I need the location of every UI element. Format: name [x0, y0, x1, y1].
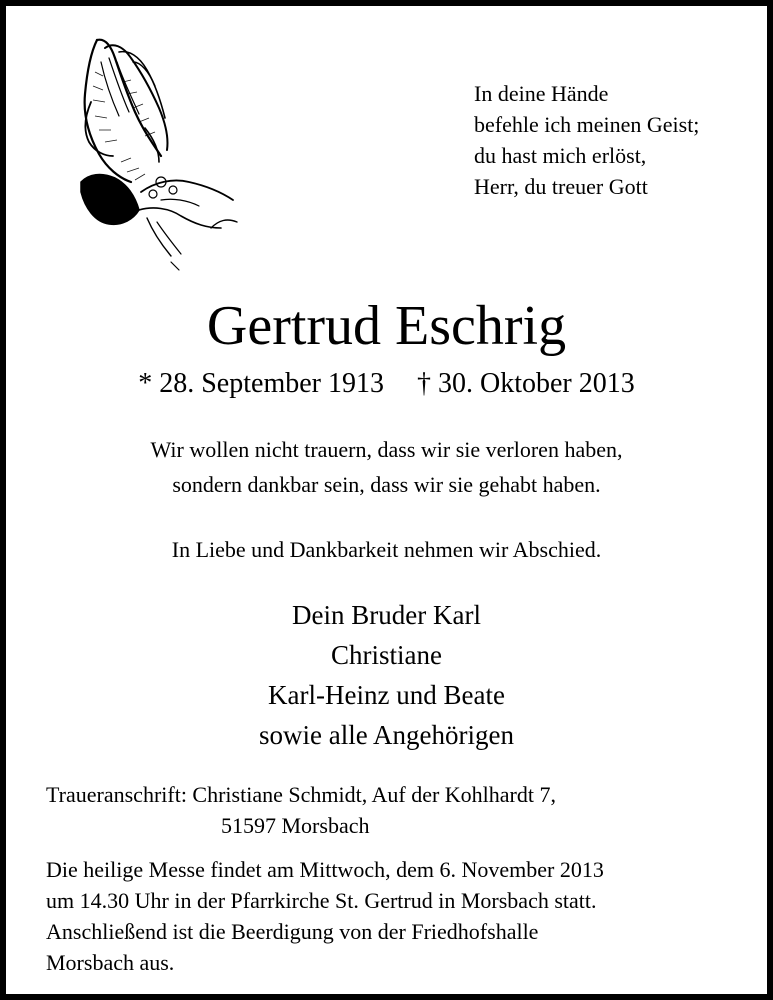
- service-line: Anschließend ist die Beerdigung von der Friedhofshalle: [46, 919, 539, 944]
- service-details: [46, 854, 604, 978]
- service-line: Die heilige Messe findet am Mittwoch, dem 6. November 2013: [46, 857, 604, 882]
- praying-hands-icon: [61, 32, 246, 272]
- quote-line: sondern dankbar sein, dass wir sie gehabt haben.: [172, 472, 601, 497]
- birth-symbol: *: [138, 368, 153, 399]
- farewell-line: In Liebe und Dankbarkeit nehmen wir Abschied.: [171, 537, 602, 562]
- mourners-list: [6, 595, 767, 755]
- bible-verse: [474, 78, 699, 202]
- life-dates: [6, 364, 767, 404]
- verse-line: befehle ich meinen Geist;: [474, 112, 700, 137]
- mourner-line: Christiane: [331, 640, 442, 670]
- birth-date: 28. September 1913: [159, 368, 384, 399]
- quote-line: Wir wollen nicht trauern, dass wir sie verloren haben,: [150, 437, 623, 462]
- memorial-quote: [6, 432, 767, 502]
- death-symbol: †: [416, 368, 431, 399]
- death-date: 30. Oktober 2013: [437, 368, 635, 399]
- mourner-line: sowie alle Angehörigen: [259, 720, 514, 750]
- service-line: Morsbach aus.: [46, 950, 175, 975]
- mourning-address: [46, 779, 556, 841]
- verse-line: du hast mich erlöst,: [474, 143, 647, 168]
- mourner-line: Dein Bruder Karl: [292, 600, 481, 630]
- deceased-name: Gertrud Eschrig: [206, 295, 567, 357]
- address-line: Traueranschrift: Christiane Schmidt, Auf der Kohlhardt 7,: [46, 782, 556, 807]
- address-city: 51597 Morsbach: [221, 813, 370, 838]
- mourner-line: Karl-Heinz und Beate: [268, 680, 505, 710]
- service-line: um 14.30 Uhr in der Pfarrkirche St. Gertrud in Morsbach statt.: [46, 888, 597, 913]
- verse-line: In deine Hände: [474, 81, 609, 106]
- verse-line: Herr, du treuer Gott: [474, 174, 648, 199]
